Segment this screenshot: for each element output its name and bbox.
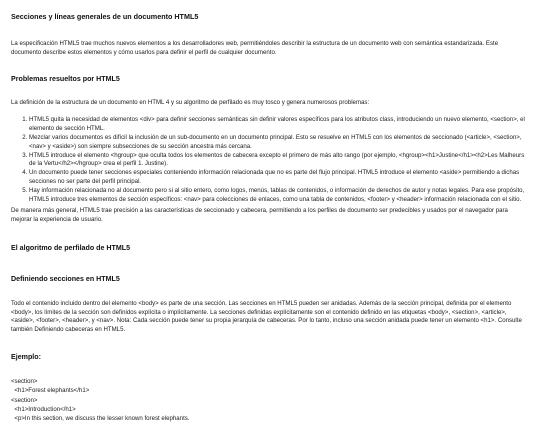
algorithm-heading: El algoritmo de perfilado de HTML5 bbox=[11, 244, 131, 253]
page-title: Secciones y líneas generales de un documento HTML5 bbox=[11, 12, 199, 21]
list-item: 4. Un documento puede tener secciones especiales conteniendo información relacionada que no es parte del flujo principal. HTML5 introduce el elemento <aside> permitiendo a dichas secciones no ser parte del perfil principal. bbox=[29, 169, 529, 187]
problems-list bbox=[11, 116, 529, 204]
intro-paragraph: La especificación HTML5 trae muchos nuevos elementos a los desarrolladores web, permitiéndoles describir la estructura de un documento web con semántica estandarizada. Este documento describe estos elementos y cómo usarlos para definir el perfil de cualquier documento. bbox=[11, 40, 499, 57]
list-item: 5. Hay información relacionada no al documento pero si al sitio entero, como logos, menús, tablas de contenidos, o información de derechos de autor y notas legales. Para ese propósito, HTML5 introduce tres elementos de sección específicos: <nav> para colecciones de enlaces, como una tabla de contenidos, <footer> y <header> información relacionada con el sitio. bbox=[29, 187, 529, 205]
defining-sections-heading: Definiendo secciones en HTML5 bbox=[11, 275, 120, 284]
problems-heading: Problemas resueltos por HTML5 bbox=[11, 75, 120, 84]
list-item: 1. HTML5 quita la necesidad de elementos <div> para definir secciones semánticas sin definir valores específicos para los atributos class, introduciendo un nuevo elemento, <section>, el elemento de sección HTML. bbox=[29, 116, 529, 134]
problems-intro: La definición de la estructura de un documento en HTML 4 y su algoritmo de perfilado es muy tosco y genera numerosos problemas: bbox=[11, 99, 370, 107]
example-heading: Ejemplo: bbox=[11, 353, 41, 362]
code-line: <h1>Introduction</h1> bbox=[11, 405, 76, 413]
code-line: <h1>Forest elephants</h1> bbox=[11, 387, 90, 395]
code-line: <p>In this section, we discuss the lesser known forest elephants. bbox=[11, 414, 190, 422]
code-line: <section> bbox=[11, 396, 38, 404]
list-item: 3. HTML5 introduce el elemento <hgroup> que oculta todos los elementos de cabecera excepto el primero de más alto rango (por ejemplo, <hgroup><h1>Justine</h1><h2>Les Malheurs de la Vertu</h2></hgroup> crea el perfil 1. Justine). bbox=[29, 152, 529, 170]
defining-sections-paragraph: Todo el contenido incluido dentro del elemento <body> es parte de una sección. Las secciones en HTML5 pueden ser anidadas. Además de la sección principal, definida por el elemento <body>, los límites de la sección son definidos explícita o implícitamente. La secciones definidas explícitamente son el contenido definido en las etiquetas <body>, <section>, <article>, <aside>, <footer>, <header>, y <nav>. Nota: Cada sección puede tener su propia jerarquía de cabeceras. Por lo tanto, incluso una sección anidada puede tener un elemento <h1>. Consulte también Definiendo cabeceras en HTML5. bbox=[11, 299, 522, 334]
example-code-block bbox=[11, 377, 529, 423]
problems-summary: De manera más general, HTML5 trae precisión a las características de seccionado y cabecera, permitiendo a los perfiles de documento ser predecibles y usados por el navegador para mejorar la experiencia de usuario. bbox=[11, 207, 508, 224]
list-item: 2. Mezclar varios documentos es difícil la inclusión de un sub-documento en un documento principal. Esto se resuelve en HTML5 con los elementos de seccionado (<article>, <section>, <nav> y <aside>) son siempre subsecciones de su sección ancestra más cercana. bbox=[29, 134, 529, 152]
code-line: <section> bbox=[11, 378, 38, 386]
